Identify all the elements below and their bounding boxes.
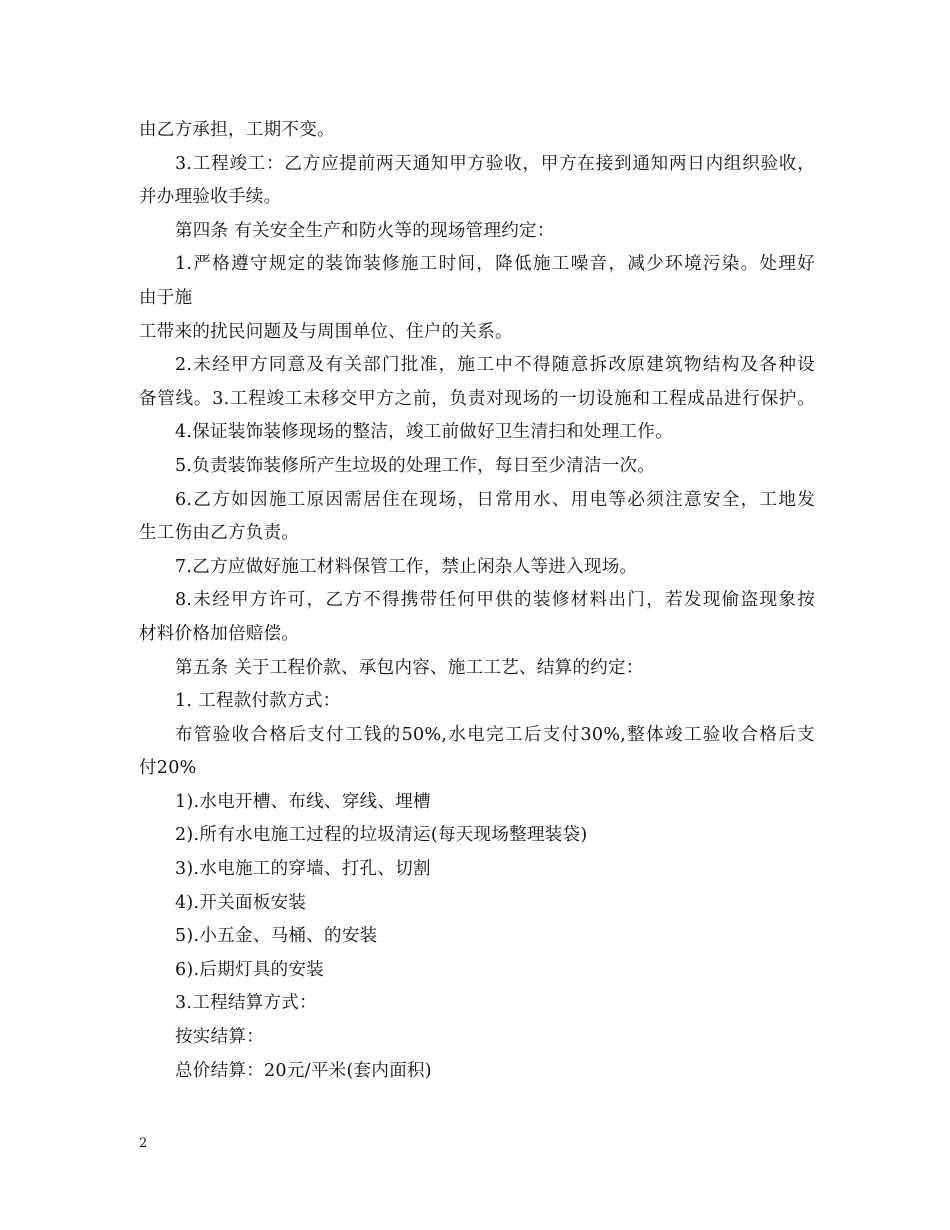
text-line: 按实结算： — [175, 1027, 264, 1048]
text-line: 5.负责装饰装修所产生垃圾的处理工作，每日至少清洁一次。 — [175, 455, 656, 476]
text-line: 5).小五金、马桶、的安装 — [175, 926, 378, 947]
text-line: 6.乙方如因施工原因需居住在现场，日常用水、用电等必须注意安全，工地发 — [175, 489, 815, 510]
text-line: 并办理验收手续。 — [139, 187, 282, 208]
text-line: 1).水电开槽、布线、穿线、埋槽 — [175, 791, 431, 812]
text-line: 6).后期灯具的安装 — [175, 959, 325, 980]
text-line: 8.未经甲方许可，乙方不得携带任何甲供的装修材料出门，若发现偷盗现象按 — [175, 590, 815, 611]
page-number: 2 — [139, 1136, 148, 1151]
text-line: 1. 工程款付款方式： — [175, 691, 341, 712]
text-line: 工带来的扰民问题及与周围单位、住户的关系。 — [139, 321, 513, 342]
text-line: 7.乙方应做好施工材料保管工作，禁止闲杂人等进入现场。 — [175, 556, 638, 577]
text-line: 4).开关面板安装 — [175, 892, 307, 913]
text-line: 生工伤由乙方负责。 — [139, 523, 300, 544]
text-line: 3.工程结算方式： — [175, 993, 317, 1014]
text-line: 材料价格加倍赔偿。 — [139, 623, 300, 644]
text-line: 第五条 关于工程价款、承包内容、施工工艺、结算的约定： — [175, 657, 644, 678]
text-line: 付20% — [139, 758, 197, 779]
text-line: 4.保证装饰装修现场的整洁，竣工前做好卫生清扫和处理工作。 — [175, 422, 673, 443]
text-line: 总价结算：20元/平米(套内面积) — [175, 1060, 432, 1081]
text-line: 3).水电施工的穿墙、打孔、切割 — [175, 859, 431, 880]
text-line: 第四条 有关安全生产和防火等的现场管理约定： — [175, 220, 555, 241]
text-line: 布管验收合格后支付工钱的50%,水电完工后支付30%,整体竣工验收合格后支 — [175, 724, 815, 745]
text-line: 由于施 — [139, 287, 193, 308]
text-line: 备管线。3.工程竣工未移交甲方之前，负责对现场的一切设施和工程成品进行保护。 — [139, 388, 815, 409]
text-line: 由乙方承担，工期不变。 — [139, 120, 335, 140]
text-line: 3.工程竣工：乙方应提前两天通知甲方验收，甲方在接到通知两日内组织验收， — [175, 153, 815, 174]
document-body — [139, 114, 815, 1088]
text-line: 1.严格遵守规定的装饰装修施工时间，降低施工噪音，减少环境污染。处理好 — [175, 254, 815, 275]
text-line: 2).所有水电施工过程的垃圾清运(每天现场整理装袋) — [175, 825, 588, 846]
text-line: 2.未经甲方同意及有关部门批准，施工中不得随意拆改原建筑物结构及各种设 — [175, 355, 815, 376]
